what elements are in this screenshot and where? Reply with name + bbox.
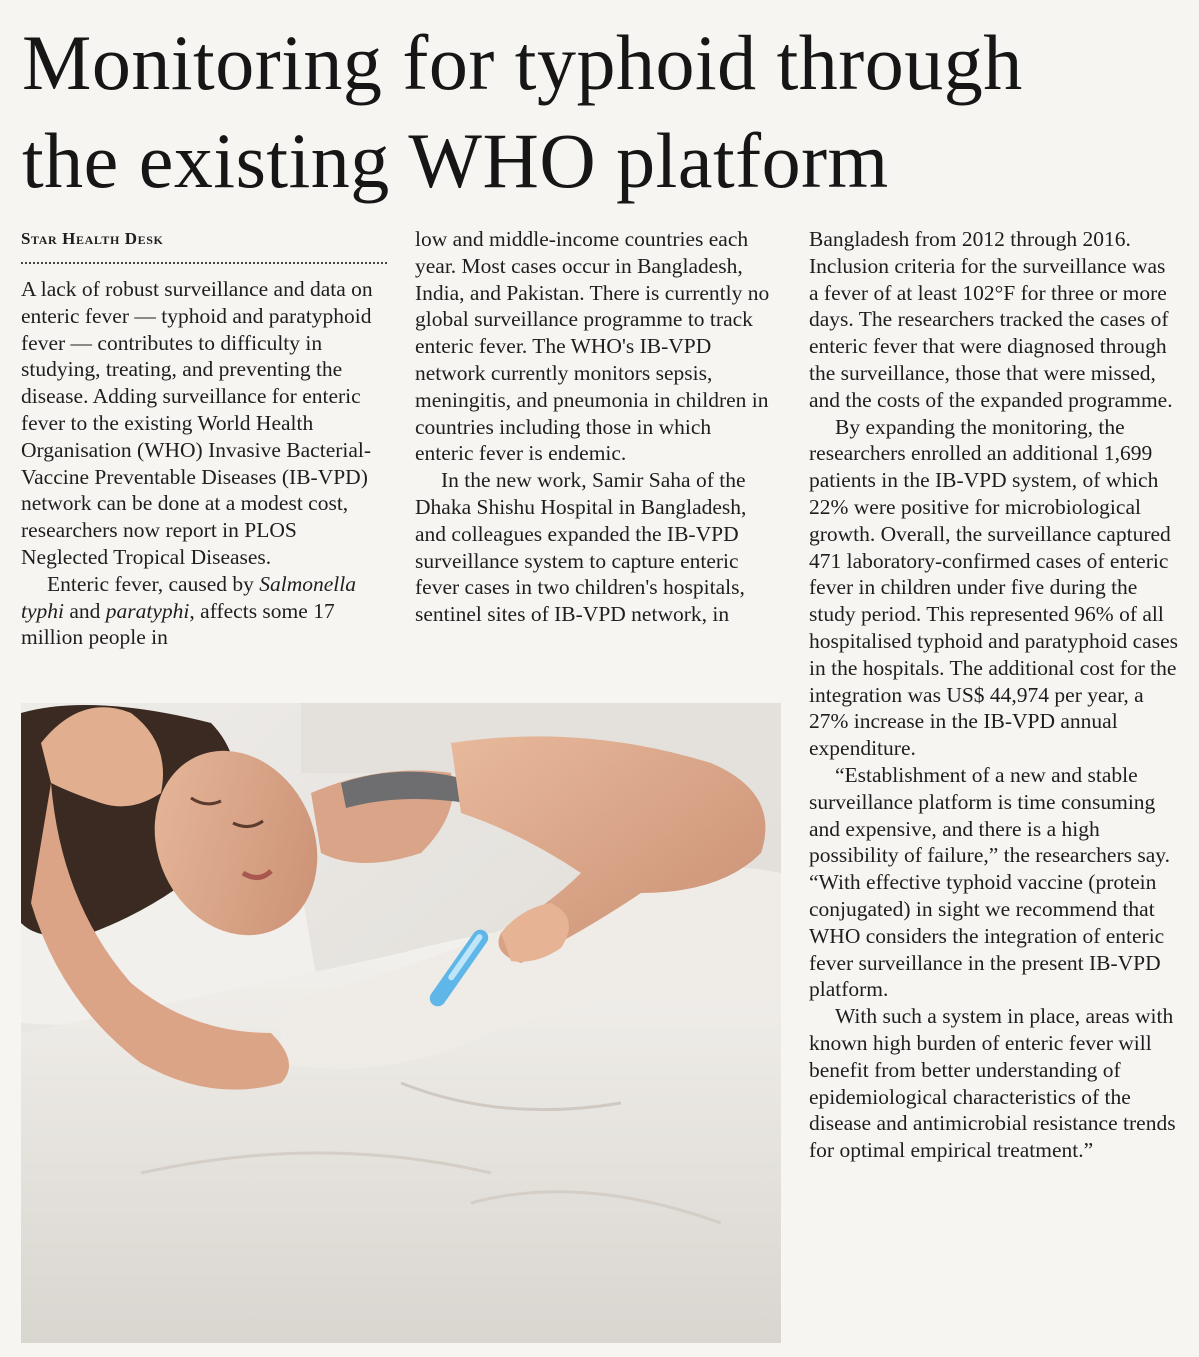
column-1 bbox=[21, 226, 387, 651]
paragraph: With such a system in place, areas with known high burden of enteric fever will benefit from better understanding of epidemiological characteristics of the disease and antimicrobial resistance trends for optimal empirical treatment.” bbox=[809, 1004, 1176, 1163]
byline-divider bbox=[21, 262, 387, 264]
photo-illustration bbox=[21, 703, 781, 1343]
paragraph: A lack of robust surveillance and data on enteric fever — typhoid and paratyphoid fever — contributes to difficulty in studying, treating, and preventing the disease. Adding surveillance for enteric fever to the existing World Health Organisation (WHO) Invasive Bacterial-Vaccine Preventable Diseases (IB-VPD) network can be done at a modest cost, researchers now report in PLOS Neglected Tropical Diseases. bbox=[21, 277, 373, 569]
species-name: paratyphi bbox=[105, 598, 190, 623]
column-3 bbox=[809, 226, 1179, 1164]
byline: Star Health Desk bbox=[21, 229, 164, 248]
paragraph: “Establishment of a new and stable surveillance platform is time consuming and expensive, and there is a high possibility of failure,” the researchers say. “With effective typhoid vaccine (protein conjugated) in sight we recommend that WHO considers the integration of enteric fever surveillance in the present IB-VPD platform. bbox=[809, 762, 1170, 1002]
paragraph: Bangladesh from 2012 through 2016. Inclusion criteria for the surveillance was a fever of at least 102°F for three or more days. The researchers tracked the cases of enteric fever that were diagnosed through the surveillance, those that were missed, and the costs of the expanded programme. bbox=[809, 227, 1173, 412]
text-run: and bbox=[64, 598, 106, 623]
text-run: Enteric fever, caused by bbox=[47, 571, 260, 596]
headline-line-1: Monitoring for typhoid through bbox=[22, 19, 1023, 106]
column-2 bbox=[415, 226, 773, 628]
feverish-woman-photo bbox=[21, 703, 781, 1343]
text-run: , affects some 17 million people in bbox=[21, 598, 335, 650]
headline-line-2: the existing WHO platform bbox=[22, 117, 889, 204]
paragraph: In the new work, Samir Saha of the Dhaka Shishu Hospital in Bangladesh, and colleagues expanded the IB-VPD surveillance system to capture enteric fever cases in two children's hospitals, sentinel sites of IB-VPD network, in bbox=[415, 468, 747, 627]
paragraph: low and middle-income countries each year. Most cases occur in Bangladesh, India, and Pakistan. There is currently no global surveillance programme to track enteric fever. The WHO's IB-VPD network currently monitors sepsis, meningitis, and pneumonia in children in countries including those in which enteric fever is endemic. bbox=[415, 227, 770, 466]
species-name: Salmonella typhi bbox=[21, 571, 356, 623]
headline bbox=[22, 14, 1182, 210]
paragraph bbox=[21, 571, 387, 651]
paragraph: By expanding the monitoring, the researchers enrolled an additional 1,699 patients in the IB-VPD system, of which 22% were positive for microbiological growth. Overall, the surveillance captured 471 laboratory-confirmed cases of enteric fever in children under five during the study period. This represented 96% of all hospitalised typhoid and paratyphoid cases in the hospitals. The additional cost for the integration was US$ 44,974 per year, a 27% increase in the IB-VPD annual expenditure. bbox=[809, 414, 1179, 761]
